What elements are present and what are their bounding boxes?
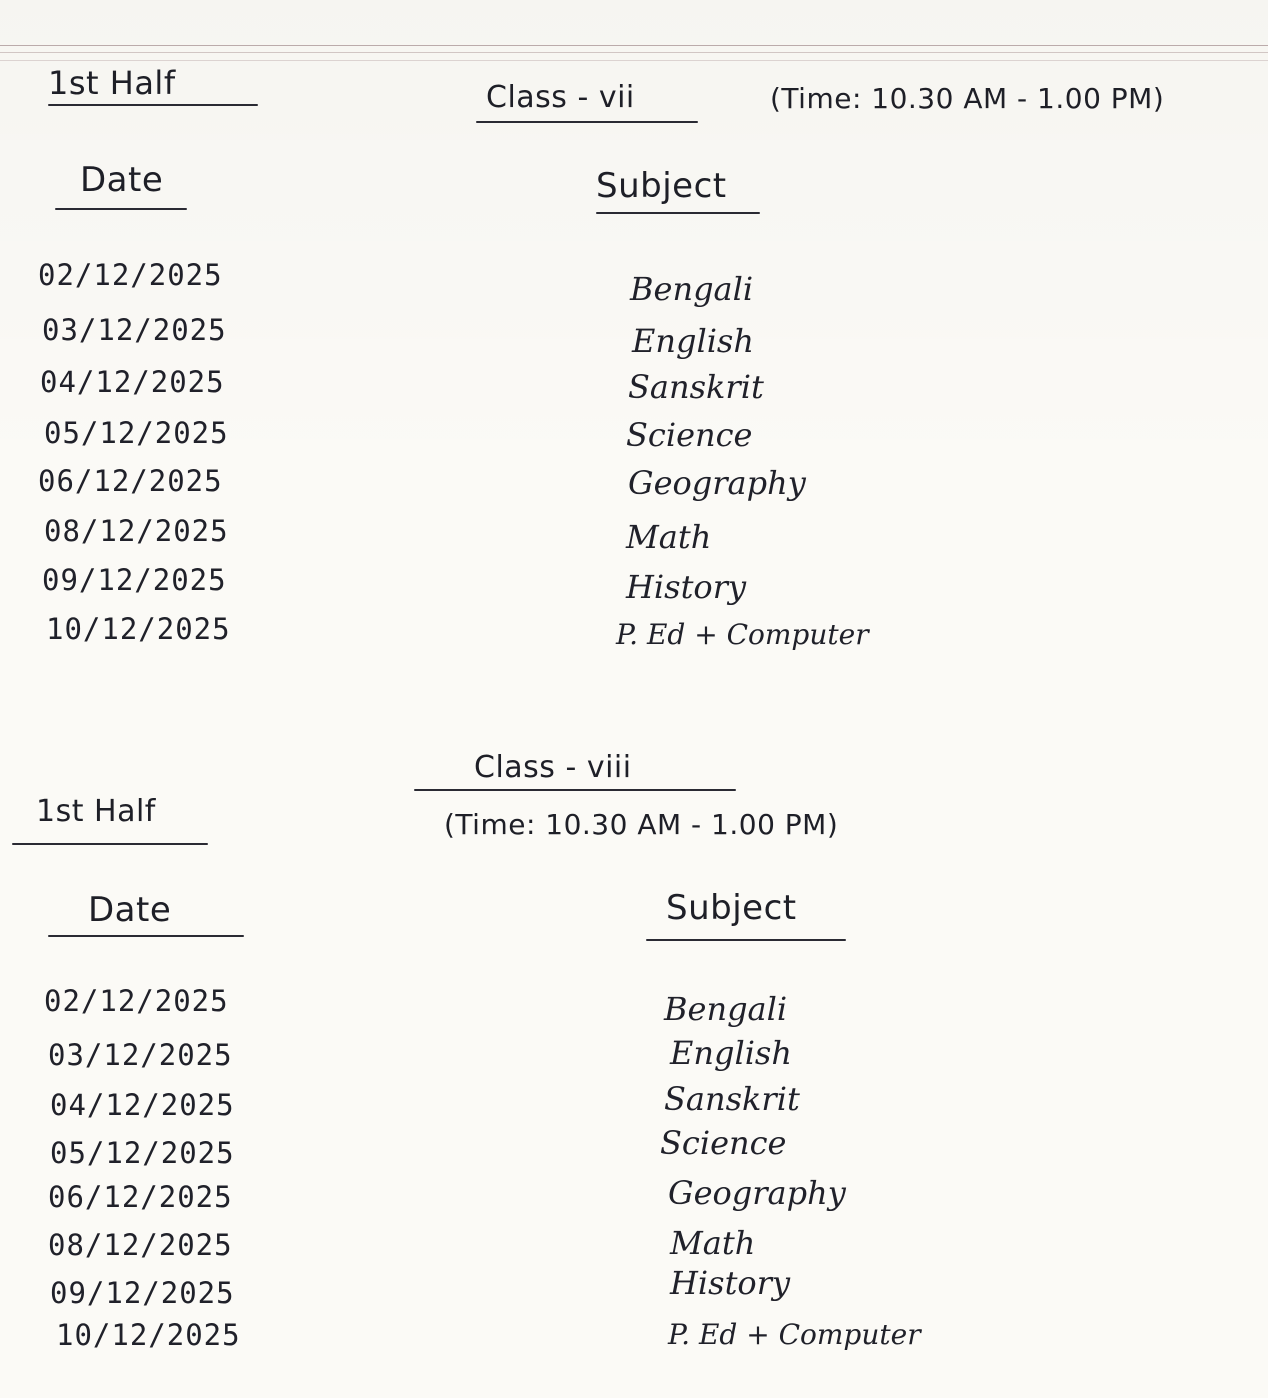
- subject-cell: Math: [670, 1224, 756, 1262]
- date-cell: 03/12/2025: [48, 1038, 233, 1072]
- half-label-underline: [48, 104, 258, 106]
- subject-header-underline: [646, 939, 846, 941]
- page-rule: [0, 52, 1268, 53]
- subject-cell: History: [670, 1264, 791, 1302]
- date-cell: 10/12/2025: [56, 1318, 241, 1352]
- class-label: Class - viii: [474, 750, 632, 785]
- date-cell: 06/12/2025: [48, 1180, 233, 1214]
- subject-cell: Geography: [668, 1174, 846, 1212]
- date-header: Date: [80, 160, 164, 200]
- date-header: Date: [88, 890, 172, 930]
- class-label-underline: [414, 789, 736, 791]
- date-cell: 05/12/2025: [50, 1136, 235, 1170]
- subject-cell: Science: [660, 1124, 787, 1162]
- subject-cell: English: [632, 322, 754, 360]
- subject-cell: English: [670, 1034, 792, 1072]
- subject-cell: P. Ed + Computer: [668, 1318, 921, 1351]
- time-label: (Time: 10.30 AM - 1.00 PM): [444, 808, 839, 841]
- subject-cell: Science: [626, 416, 753, 454]
- date-cell: 08/12/2025: [44, 514, 229, 548]
- page-rule: [0, 60, 1268, 61]
- time-label: (Time: 10.30 AM - 1.00 PM): [770, 82, 1165, 115]
- date-cell: 10/12/2025: [46, 612, 231, 646]
- subject-cell: P. Ed + Computer: [616, 618, 869, 651]
- subject-cell: Sanskrit: [664, 1080, 800, 1118]
- half-label-underline: [12, 843, 208, 845]
- subject-cell: Geography: [628, 464, 806, 502]
- date-cell: 08/12/2025: [48, 1228, 233, 1262]
- subject-cell: History: [626, 568, 747, 606]
- date-cell: 09/12/2025: [50, 1276, 235, 1310]
- date-header-underline: [48, 935, 244, 937]
- class-label-underline: [476, 121, 698, 123]
- date-cell: 02/12/2025: [44, 984, 229, 1018]
- date-cell: 09/12/2025: [42, 563, 227, 597]
- subject-cell: Bengali: [664, 990, 788, 1028]
- date-cell: 05/12/2025: [44, 416, 229, 450]
- date-cell: 02/12/2025: [38, 258, 223, 292]
- date-cell: 04/12/2025: [40, 365, 225, 399]
- subject-header-underline: [596, 212, 760, 214]
- subject-cell: Bengali: [630, 270, 754, 308]
- subject-header: Subject: [596, 166, 727, 206]
- date-cell: 03/12/2025: [42, 313, 227, 347]
- subject-cell: Math: [626, 518, 712, 556]
- date-cell: 04/12/2025: [50, 1088, 235, 1122]
- subject-cell: Sanskrit: [628, 368, 764, 406]
- class-label: Class - vii: [486, 80, 635, 115]
- subject-header: Subject: [666, 888, 797, 928]
- half-label: 1st Half: [48, 64, 176, 102]
- date-cell: 06/12/2025: [38, 464, 223, 498]
- page-rule: [0, 45, 1268, 46]
- half-label: 1st Half: [36, 794, 156, 829]
- date-header-underline: [55, 208, 187, 210]
